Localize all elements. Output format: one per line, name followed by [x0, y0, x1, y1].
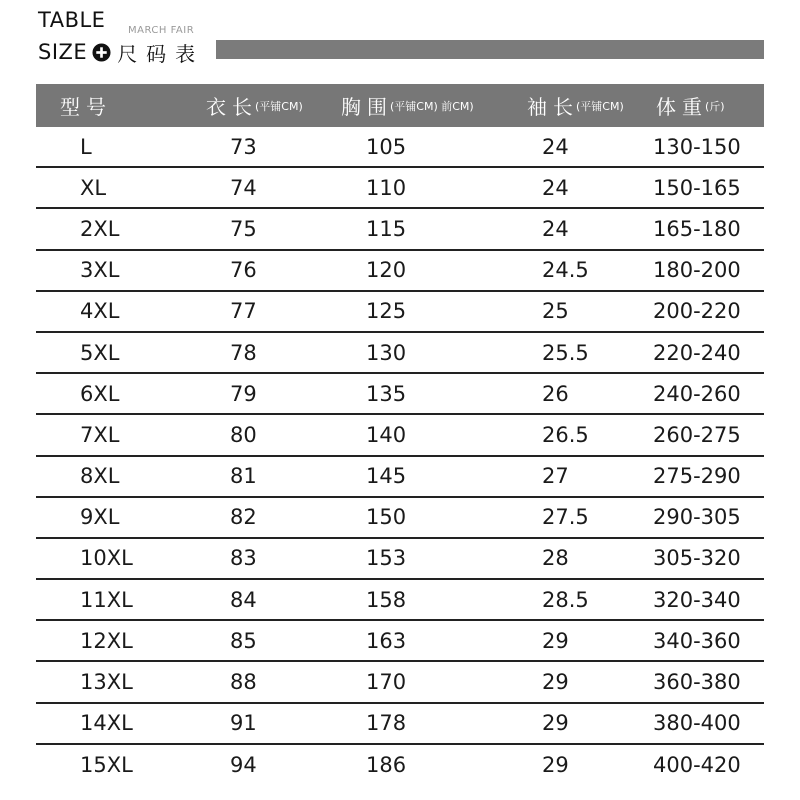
- column-header-sleeve: [527, 84, 624, 127]
- table-row: [36, 374, 764, 415]
- cell-chest: 135: [366, 381, 407, 406]
- cell-model: 5XL: [80, 340, 120, 365]
- cell-chest: 158: [366, 587, 407, 612]
- column-header-chest: [341, 84, 474, 127]
- table-row: [36, 662, 764, 703]
- title-size: SIZE: [38, 40, 88, 64]
- table-row: [36, 168, 764, 209]
- size-chart-title: 尺码表: [117, 41, 205, 66]
- cell-model: 7XL: [80, 422, 120, 447]
- cell-chest: 150: [366, 505, 407, 530]
- cell-sleeve: 26: [542, 381, 569, 406]
- cell-weight: 240-260: [653, 381, 741, 406]
- cell-model: 12XL: [80, 628, 133, 653]
- table-row: [36, 127, 764, 168]
- title-table: TABLE: [38, 8, 106, 32]
- table-row: [36, 621, 764, 662]
- cell-model: 10XL: [80, 546, 133, 571]
- cell-model: 2XL: [80, 216, 120, 241]
- column-header-label: 衣长: [206, 95, 258, 119]
- cell-weight: 380-400: [653, 711, 741, 736]
- cell-sleeve: 24.5: [542, 258, 589, 283]
- table-row: [36, 745, 764, 786]
- cell-chest: 105: [366, 134, 407, 159]
- cell-chest: 125: [366, 299, 407, 324]
- cell-chest: 186: [366, 753, 407, 778]
- cell-weight: 200-220: [653, 299, 741, 324]
- cell-sleeve: 26.5: [542, 422, 589, 447]
- cell-model: L: [80, 134, 92, 159]
- cell-chest: 163: [366, 628, 407, 653]
- cell-model: 4XL: [80, 299, 120, 324]
- table-row: [36, 251, 764, 292]
- cell-weight: 260-275: [653, 422, 741, 447]
- table-header: [36, 84, 764, 127]
- cell-weight: 290-305: [653, 505, 741, 530]
- table-row: [36, 704, 764, 745]
- cell-weight: 320-340: [653, 587, 741, 612]
- table-row: [36, 415, 764, 456]
- cell-model: 6XL: [80, 381, 120, 406]
- cell-model: 13XL: [80, 670, 133, 695]
- cell-sleeve: 24: [542, 175, 569, 200]
- column-header-weight: [656, 84, 725, 127]
- cell-length: 79: [230, 381, 257, 406]
- cell-model: 9XL: [80, 505, 120, 530]
- cell-chest: 130: [366, 340, 407, 365]
- size-table: [36, 84, 764, 786]
- cell-sleeve: 27.5: [542, 505, 589, 530]
- cell-sleeve: 24: [542, 216, 569, 241]
- cell-weight: 340-360: [653, 628, 741, 653]
- table-row: [36, 333, 764, 374]
- cell-chest: 110: [366, 175, 407, 200]
- cell-weight: 180-200: [653, 258, 741, 283]
- cell-length: 78: [230, 340, 257, 365]
- cell-sleeve: 24: [542, 134, 569, 159]
- cell-weight: 165-180: [653, 216, 741, 241]
- column-header-label: 胸围: [341, 95, 393, 119]
- column-header-unit: (斤): [705, 99, 725, 113]
- cell-weight: 130-150: [653, 134, 741, 159]
- cell-sleeve: 27: [542, 464, 569, 489]
- cell-length: 81: [230, 464, 257, 489]
- column-header-label: 体重: [656, 95, 708, 119]
- table-row: [36, 292, 764, 333]
- title-size-row: [38, 38, 204, 66]
- table-row: [36, 498, 764, 539]
- cell-length: 91: [230, 711, 257, 736]
- cell-length: 83: [230, 546, 257, 571]
- cell-sleeve: 28: [542, 546, 569, 571]
- cell-chest: 115: [366, 216, 407, 241]
- column-header-length: [206, 84, 303, 127]
- table-body: [36, 127, 764, 786]
- cell-length: 88: [230, 670, 257, 695]
- brand-label: MARCH FAIR: [128, 25, 195, 36]
- cell-sleeve: 29: [542, 628, 569, 653]
- cell-model: 11XL: [80, 587, 133, 612]
- table-row: [36, 539, 764, 580]
- table-row: [36, 457, 764, 498]
- cell-chest: 140: [366, 422, 407, 447]
- cell-chest: 170: [366, 670, 407, 695]
- cell-model: 3XL: [80, 258, 120, 283]
- cell-model: 8XL: [80, 464, 120, 489]
- cell-weight: 275-290: [653, 464, 741, 489]
- cell-weight: 305-320: [653, 546, 741, 571]
- column-header-label: 袖长: [527, 95, 579, 119]
- column-header-unit: (平铺CM): [576, 99, 624, 113]
- cell-length: 73: [230, 134, 257, 159]
- cell-weight: 150-165: [653, 175, 741, 200]
- table-row: [36, 580, 764, 621]
- cell-sleeve: 29: [542, 711, 569, 736]
- column-header-model: [60, 84, 112, 127]
- header-divider-bar: [216, 40, 764, 59]
- cell-chest: 120: [366, 258, 407, 283]
- column-header-unit: (平铺CM): [255, 99, 303, 113]
- cell-chest: 178: [366, 711, 407, 736]
- cell-chest: 145: [366, 464, 407, 489]
- cell-length: 84: [230, 587, 257, 612]
- cell-sleeve: 28.5: [542, 587, 589, 612]
- cell-length: 77: [230, 299, 257, 324]
- column-header-label: 型号: [60, 95, 112, 119]
- cell-model: XL: [80, 175, 107, 200]
- cell-chest: 153: [366, 546, 407, 571]
- cell-weight: 220-240: [653, 340, 741, 365]
- cell-length: 82: [230, 505, 257, 530]
- table-row: [36, 209, 764, 250]
- cell-length: 85: [230, 628, 257, 653]
- cell-weight: 360-380: [653, 670, 741, 695]
- cell-sleeve: 25.5: [542, 340, 589, 365]
- cell-weight: 400-420: [653, 753, 741, 778]
- column-header-unit: (平铺CM) 前CM): [390, 99, 474, 113]
- cell-length: 74: [230, 175, 257, 200]
- cell-sleeve: 29: [542, 753, 569, 778]
- cell-model: 14XL: [80, 711, 133, 736]
- page-header: [0, 0, 800, 80]
- cell-length: 94: [230, 753, 257, 778]
- cell-length: 75: [230, 216, 257, 241]
- plus-circle-icon: [92, 43, 111, 62]
- cell-length: 80: [230, 422, 257, 447]
- cell-sleeve: 29: [542, 670, 569, 695]
- cell-model: 15XL: [80, 753, 133, 778]
- cell-length: 76: [230, 258, 257, 283]
- cell-sleeve: 25: [542, 299, 569, 324]
